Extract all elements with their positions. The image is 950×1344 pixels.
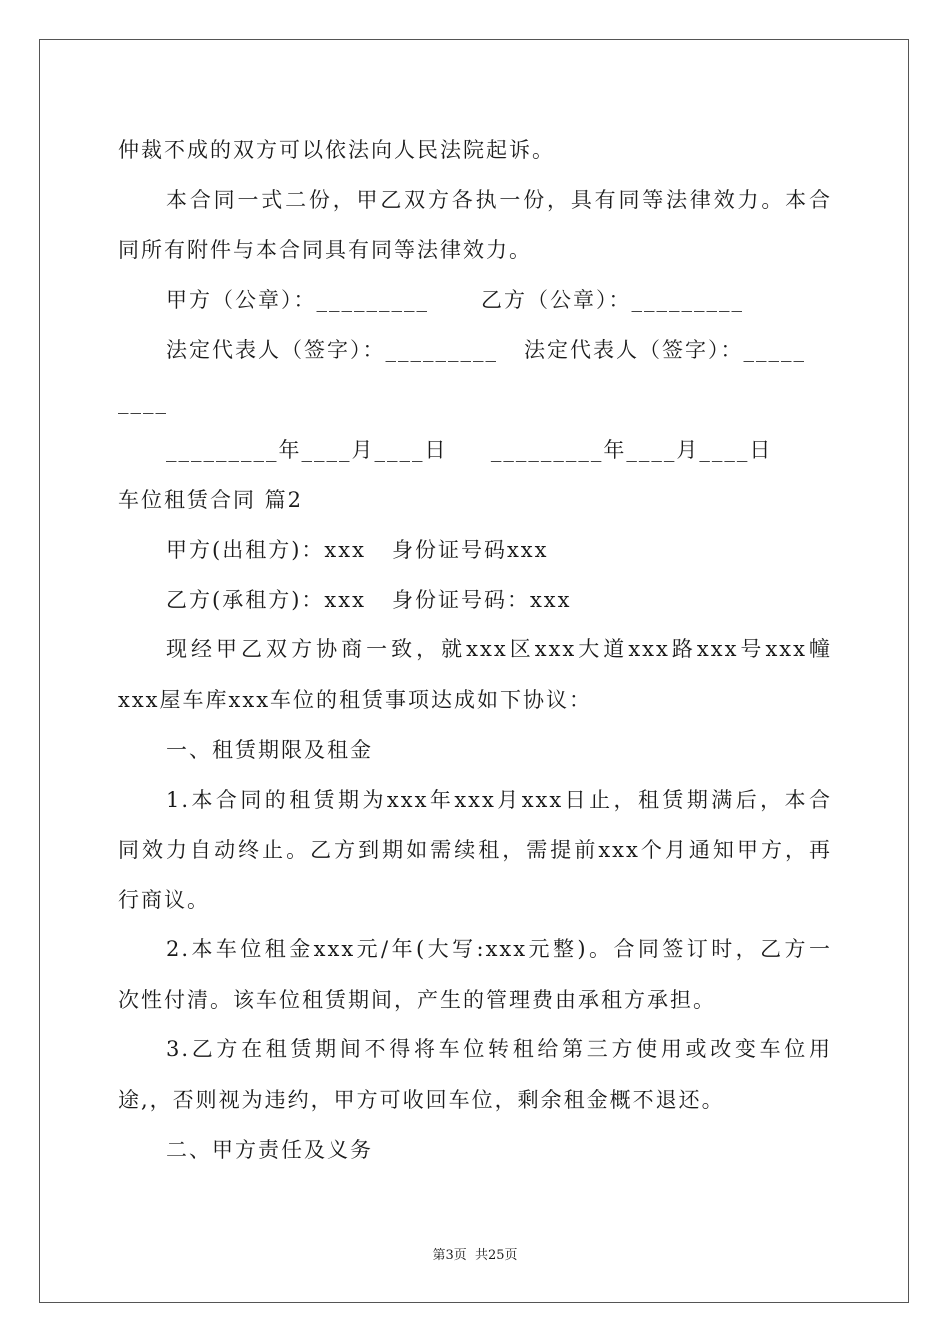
text-line: xxx屋车库xxx车位的租赁事项达成如下协议：	[118, 688, 593, 712]
text-line: 2.本车位租金xxx元/年(大写:xxx元整)。合同签订时，乙方一	[166, 937, 832, 961]
text-line: 1.本合同的租赁期为xxx年xxx月xxx日止，租赁期满后，本合	[166, 788, 832, 812]
clause-heading: 一、租赁期限及租金	[166, 738, 373, 762]
text-line: 3.乙方在租赁期间不得将车位转租给第三方使用或改变车位用	[166, 1037, 832, 1061]
signature-line-seal: 甲方（公章）：_________ 乙方（公章）：_________	[166, 288, 745, 312]
text-line: 同效力自动终止。乙方到期如需续租，需提前xxx个月通知甲方，再	[118, 838, 832, 862]
date-line: _________年____月____日 _________年____月____日	[166, 438, 773, 462]
section-title: 车位租赁合同 篇2	[118, 488, 304, 512]
text-line: 同所有附件与本合同具有同等法律效力。	[118, 238, 532, 262]
text-line: ____	[118, 390, 168, 414]
text-line: 次性付清。该车位租赁期间，产生的管理费由承租方承担。	[118, 988, 716, 1012]
party-b-line: 乙方(承租方)：xxx 身份证号码：xxx	[166, 588, 572, 612]
signature-line-representative: 法定代表人（签字）：_________ 法定代表人（签字）：_____	[166, 338, 807, 362]
text-line: 本合同一式二份，甲乙双方各执一份，具有同等法律效力。本合	[166, 188, 832, 212]
text-line: 途,，否则视为违约，甲方可收回车位，剩余租金概不退还。	[118, 1088, 725, 1112]
text-line: 行商议。	[118, 888, 210, 912]
page-border	[39, 39, 909, 1303]
text-line: 仲裁不成的双方可以依法向人民法院起诉。	[118, 138, 555, 162]
party-a-line: 甲方(出租方)：xxx 身份证号码xxx	[166, 538, 549, 562]
page-number: 第3页 共25页	[432, 1248, 518, 1263]
text-line: 现经甲乙双方协商一致，就xxx区xxx大道xxx路xxx号xxx幢	[166, 637, 832, 661]
clause-heading: 二、甲方责任及义务	[166, 1138, 373, 1162]
